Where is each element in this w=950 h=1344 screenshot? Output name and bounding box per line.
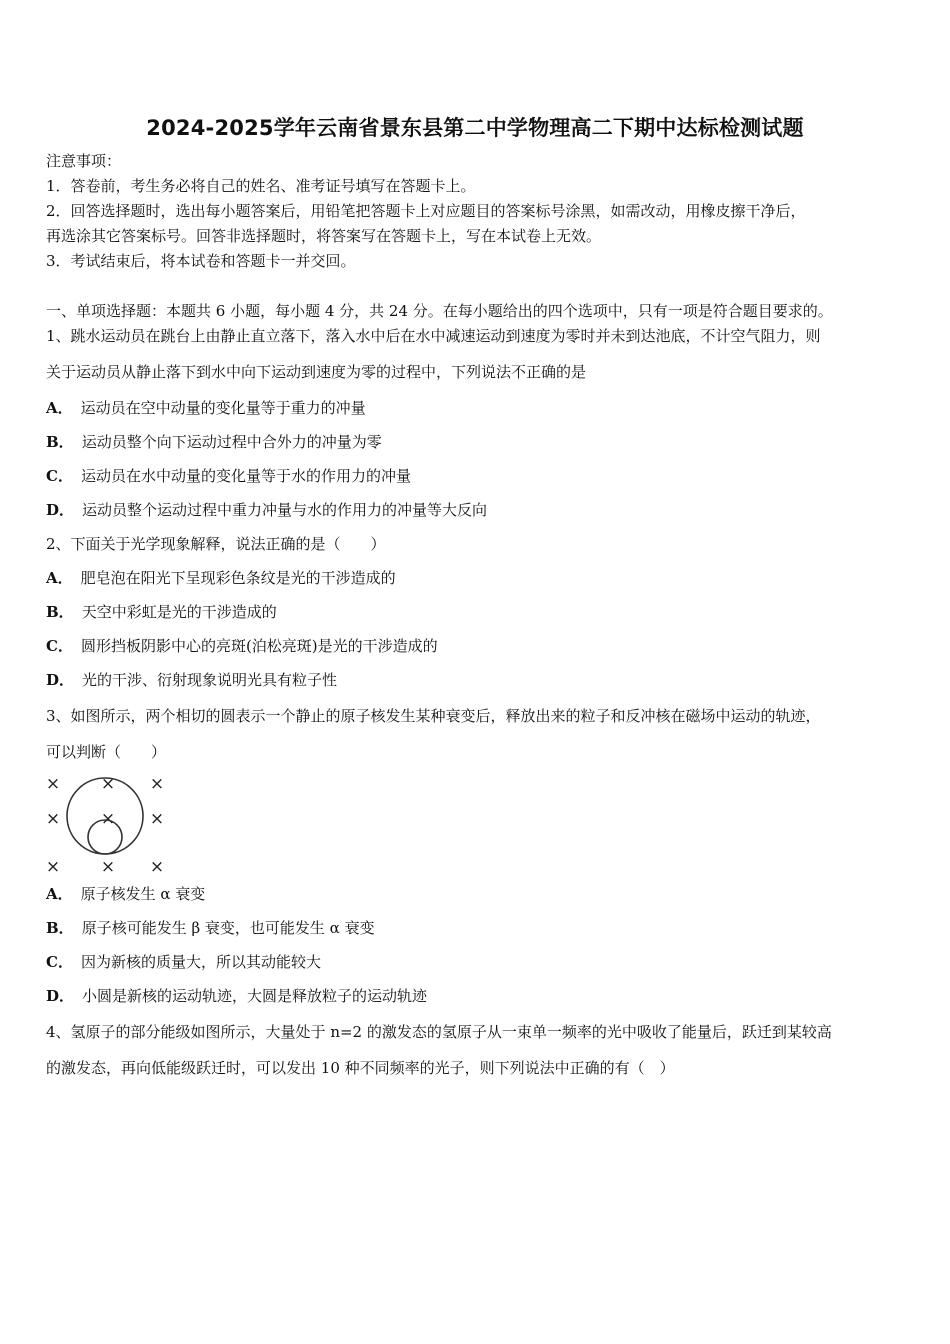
question-3-option-a xyxy=(46,884,205,904)
notice-item: 1．答卷前，考生务必将自己的姓名、准考证号填写在答题卡上。 xyxy=(46,177,476,195)
question-3-stem-cont: 可以判断（ ） xyxy=(46,743,167,761)
question-1-option-b xyxy=(46,432,382,452)
option-text: 光的干涉、衍射现象说明光具有粒子性 xyxy=(82,671,338,689)
question-3-option-d xyxy=(46,986,427,1006)
option-text: 运动员整个向下运动过程中合外力的冲量为零 xyxy=(81,433,382,451)
option-label: C． xyxy=(46,467,73,485)
field-mark: × xyxy=(100,857,116,876)
question-2-option-d xyxy=(46,670,337,690)
field-mark: × xyxy=(149,774,165,794)
option-text: 运动员整个运动过程中重力冲量与水的作用力的冲量等大反向 xyxy=(82,501,488,519)
field-mark: × xyxy=(45,809,61,829)
question-3-stem: 3、如图所示，两个相切的圆表示一个静止的原子核发生某种衰变后，释放出来的粒子和反冲核在磁场中运动的轨迹， xyxy=(46,707,821,725)
notice-item: 2．回答选择题时，选出每小题答案后，用铅笔把答题卡上对应题目的答案标号涂黑，如需改动，用橡皮擦干净后， xyxy=(46,202,806,220)
option-label: D． xyxy=(46,501,75,519)
page-title: 2024-2025学年云南省景东县第二中学物理高二下期中达标检测试题 xyxy=(146,116,804,140)
field-mark: × xyxy=(45,774,61,794)
option-label: A． xyxy=(46,569,73,587)
question-2-stem: 2、下面关于光学现象解释，说法正确的是（ ） xyxy=(46,535,386,553)
option-label: D． xyxy=(46,671,75,689)
field-mark: × xyxy=(149,857,165,876)
question-3-option-c xyxy=(46,952,321,972)
question-2-option-b xyxy=(46,602,277,622)
field-mark: × xyxy=(149,809,165,829)
option-label: D． xyxy=(46,987,75,1005)
option-label: B． xyxy=(46,603,74,621)
question-4-stem: 4、氢原子的部分能级如图所示，大量处于 n=2 的激发态的氢原子从一束单一频率的光中吸收了能量后，跃迁到某较高 xyxy=(46,1023,832,1041)
option-text: 因为新核的质量大，所以其动能较大 xyxy=(80,953,321,971)
question-1-option-d xyxy=(46,500,487,520)
field-mark: × xyxy=(100,774,116,794)
option-label: A． xyxy=(46,399,73,417)
question-1-stem-cont: 关于运动员从静止落下到水中向下运动到速度为零的过程中，下列说法不正确的是 xyxy=(46,363,587,381)
question-1-option-a xyxy=(46,398,366,418)
option-label: B． xyxy=(46,433,74,451)
option-text: 圆形挡板阴影中心的亮斑(泊松亮斑)是光的干涉造成的 xyxy=(80,637,438,655)
option-label: A． xyxy=(46,885,73,903)
option-text: 运动员在空中动量的变化量等于重力的冲量 xyxy=(80,399,366,417)
section-heading: 一、单项选择题：本题共 6 小题，每小题 4 分，共 24 分。在每小题给出的四个选项中，只有一项是符合题目要求的。 xyxy=(46,302,833,320)
option-text: 原子核发生 α 衰变 xyxy=(80,885,206,903)
option-text: 小圆是新核的运动轨迹，大圆是释放粒子的运动轨迹 xyxy=(82,987,428,1005)
question-2-option-c xyxy=(46,636,438,656)
option-text: 肥皂泡在阳光下呈现彩色条纹是光的干涉造成的 xyxy=(80,569,396,587)
notice-heading: 注意事项： xyxy=(46,152,122,170)
question-2-option-a xyxy=(46,568,396,588)
question-3-option-b xyxy=(46,918,375,938)
notice-item: 3．考试结束后，将本试卷和答题卡一并交回。 xyxy=(46,252,356,270)
magnetic-field-diagram xyxy=(42,770,172,876)
question-4-stem-cont: 的激发态，再向低能级跃迁时，可以发出 10 种不同频率的光子，则下列说法中正确的有（ ） xyxy=(46,1059,675,1077)
option-text: 运动员在水中动量的变化量等于水的作用力的冲量 xyxy=(80,467,411,485)
option-label: C． xyxy=(46,953,73,971)
field-mark: × xyxy=(45,857,61,876)
decay-track-figure xyxy=(42,770,172,876)
option-text: 原子核可能发生 β 衰变，也可能发生 α 衰变 xyxy=(81,919,375,937)
notice-item: 再选涂其它答案标号。回答非选择题时，将答案写在答题卡上，写在本试卷上无效。 xyxy=(46,227,602,245)
field-mark: × xyxy=(100,809,116,829)
question-1-stem: 1、跳水运动员在跳台上由静止直立落下，落入水中后在水中减速运动到速度为零时并未到达池底，不计空气阻力，则 xyxy=(46,327,821,345)
question-1-option-c xyxy=(46,466,411,486)
option-text: 天空中彩虹是光的干涉造成的 xyxy=(81,603,277,621)
option-label: B． xyxy=(46,919,74,937)
option-label: C． xyxy=(46,637,73,655)
